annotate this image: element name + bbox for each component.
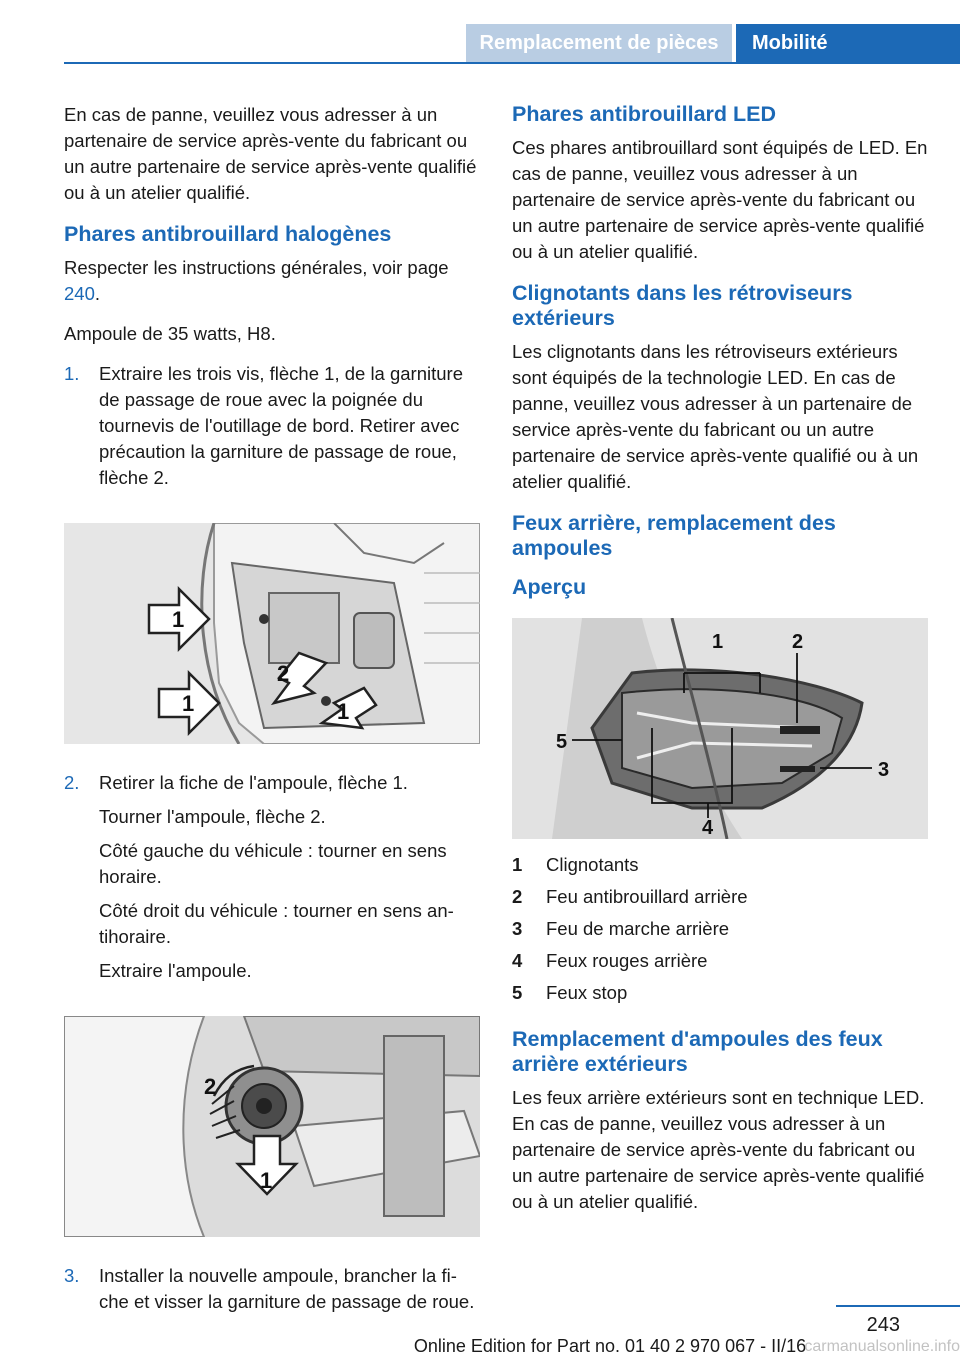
- watermark: carmanualsonline.info: [804, 1338, 960, 1355]
- heading-halogen-fog-lights: Phares antibrouillard halogènes: [64, 222, 392, 246]
- legend-item: [512, 881, 928, 913]
- fig3-label-5: 5: [556, 731, 568, 753]
- header-section-tab[interactable]: Remplacement de pièces: [466, 24, 732, 62]
- fig3-label-1: 1: [712, 631, 724, 653]
- instructions-end: .: [94, 283, 101, 304]
- figure-tail-light: [512, 618, 928, 839]
- step-1: [64, 361, 480, 499]
- fig2-label-2: 1: [260, 1168, 273, 1193]
- step-number: 1.: [64, 363, 80, 384]
- fig3-label-2: 2: [792, 631, 804, 653]
- heading-rear-lights: Feux arrière, remplacement des ampoules: [512, 511, 836, 560]
- heading-outer-tail-lights: Remplacement d'ampoules des feux arrière extérieurs: [512, 1027, 883, 1076]
- legend-label: Feux stop: [546, 982, 628, 1003]
- step-line: Retirer la fiche de l'ampoule, flèche 1.: [99, 772, 408, 793]
- heading-mirror-indicators: Clignotants dans les rétroviseurs extérieurs: [512, 281, 853, 330]
- figure-wheel-arch-trim: [64, 523, 480, 744]
- legend-item: [512, 977, 928, 1009]
- legend-number: 3: [512, 918, 523, 939]
- fig1-label-1: 1: [172, 607, 185, 632]
- step-line: Côté droit du véhicule : tourner en sens antihoraire.: [99, 900, 454, 947]
- step-number: 2.: [64, 772, 80, 793]
- footer-rule: [836, 1305, 960, 1307]
- legend-label: Clignotants: [546, 854, 639, 875]
- mirror-paragraph: Les clignotants dans les rétroviseurs extérieurs sont équipés de la technologie LED. En cas de panne, veuillez vous adresser à un partenaire de service après-vente du fabricant ou un autre partenaire de service après-vente qualifié ou à un atelier qualifié.: [512, 341, 919, 492]
- edition-note: Online Edition for Part no. 01 40 2 970 067 - II/16: [413, 1336, 807, 1356]
- page-link[interactable]: 240: [64, 283, 95, 304]
- fig2-label-1: 2: [204, 1074, 217, 1099]
- legend-item: [512, 945, 928, 977]
- figure-bulb-removal: [64, 1016, 480, 1237]
- wheel-arch-illustration: [64, 523, 480, 744]
- bulb-spec: Ampoule de 35 watts, H8.: [64, 323, 276, 344]
- fig1-label-4: 1: [337, 699, 350, 724]
- left-column: [64, 102, 480, 1333]
- step-line: Extraire l'ampoule.: [99, 960, 252, 981]
- legend-item: [512, 849, 928, 881]
- step-line: Côté gauche du véhicule : tourner en sens horaire.: [99, 840, 447, 887]
- tail-light-illustration: [512, 618, 928, 839]
- legend-label: Feux rouges arrière: [546, 950, 708, 971]
- heading-led-fog-lights: Phares antibrouillard LED: [512, 102, 777, 126]
- header-chapter-tab[interactable]: Mobilité: [736, 24, 960, 62]
- legend-item: [512, 913, 928, 945]
- instructions-text: Respecter les instructions générales, voir page: [64, 257, 449, 278]
- step-3: [64, 1263, 480, 1323]
- led-paragraph: Ces phares antibrouillard sont équipés de LED. En cas de panne, veuillez vous adresser à un partenaire de service après-vente du fabricant ou un autre partenaire de service après-vente qualifié ou à un atelier qualifié.: [512, 137, 928, 262]
- legend-number: 2: [512, 886, 523, 907]
- legend-label: Feu de marche arrière: [546, 918, 730, 939]
- step-text: Extraire les trois vis, flèche 1, de la garniture de passage de roue avec la poignée du tournevis de l'outillage de bord. Retirer avec précaution la garniture de passage de roue, flèche 2.: [99, 363, 463, 488]
- legend-number: 5: [512, 982, 523, 1003]
- page-header: [0, 0, 960, 62]
- legend-number: 4: [512, 950, 523, 971]
- header-rule: [64, 62, 960, 64]
- step-number: 3.: [64, 1265, 80, 1286]
- page-number: 243: [866, 1314, 900, 1336]
- fig1-label-2: 2: [277, 661, 290, 686]
- bulb-removal-illustration: [64, 1016, 480, 1237]
- fig3-label-4: 4: [702, 817, 714, 839]
- fig3-label-3: 3: [878, 759, 890, 781]
- legend-label: Feu antibrouillard arrière: [546, 886, 748, 907]
- legend-number: 1: [512, 854, 523, 875]
- step-2: [64, 770, 480, 992]
- intro-paragraph: En cas de panne, veuillez vous adresser à un partenaire de service après-vente du fabricant ou un autre partenaire de service après-vente qualifié ou à un atelier qualifié.: [64, 104, 477, 203]
- heading-overview: Aperçu: [512, 575, 587, 599]
- tail-light-legend: [512, 849, 928, 1009]
- step-line: Tourner l'ampoule, flèche 2.: [99, 806, 326, 827]
- instructions-paragraph: [64, 255, 480, 307]
- step-text: Installer la nouvelle ampoule, brancher la fiche et visser la garniture de passage de roue.: [99, 1265, 475, 1312]
- right-column: [512, 102, 928, 1229]
- outer-paragraph: Les feux arrière extérieurs sont en technique LED. En cas de panne, veuillez vous adresser à un partenaire de service après-vente du fabricant ou un autre partenaire de service après-vente qualifié ou à un atelier qualifié.: [512, 1087, 925, 1212]
- fig1-label-3: 1: [182, 691, 195, 716]
